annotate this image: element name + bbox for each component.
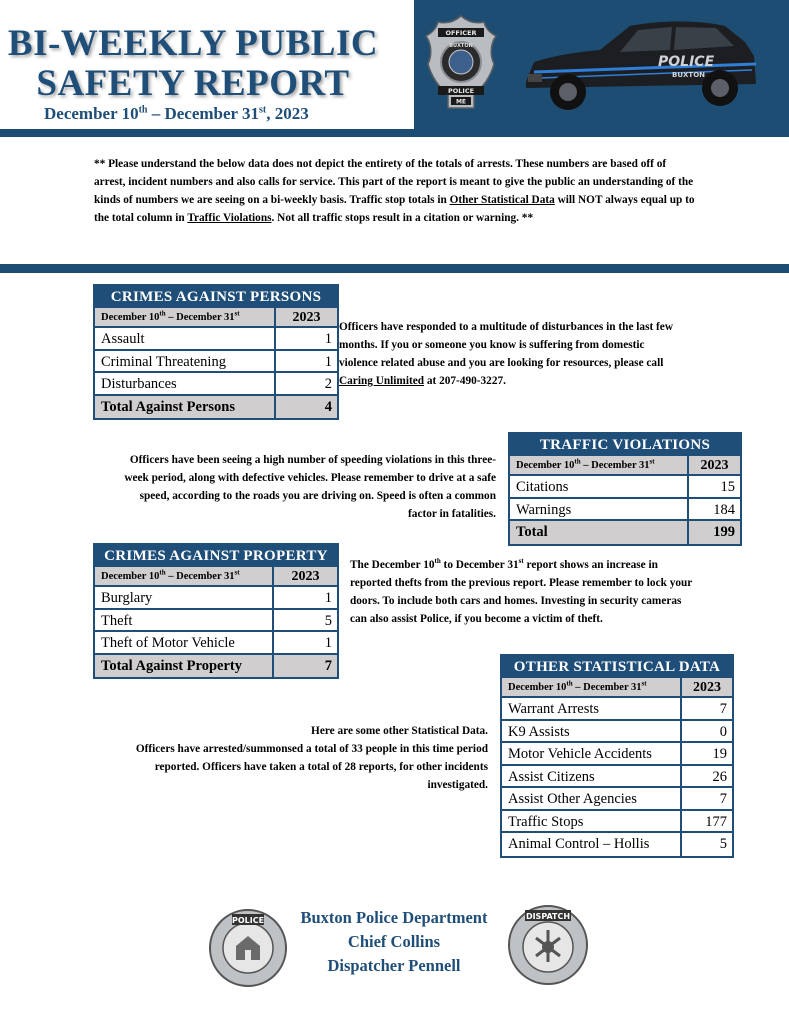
row-label: Theft	[95, 610, 274, 631]
table-row	[95, 373, 337, 396]
table-row	[95, 587, 337, 610]
row-label: Assault	[95, 328, 276, 349]
date-range-cell: December 10th – December 31st	[95, 308, 276, 326]
total-label: Total Against Persons	[95, 396, 276, 419]
row-value: 5	[719, 836, 727, 852]
year-cell: 2023	[291, 569, 320, 584]
svg-text:POLICE: POLICE	[447, 87, 475, 95]
table-subheader	[95, 567, 337, 587]
caring-unlimited-ref: Caring Unlimited	[339, 375, 425, 387]
table-row	[95, 632, 337, 655]
svg-text:DISPATCH: DISPATCH	[525, 912, 571, 921]
table-row	[502, 811, 732, 834]
row-value: 1	[324, 590, 332, 606]
other-statistical-data-table	[500, 654, 734, 858]
table-row	[95, 351, 337, 374]
row-label: Citations	[510, 476, 689, 497]
svg-text:POLICE: POLICE	[231, 916, 265, 925]
total-label: Total Against Property	[95, 655, 274, 678]
row-label: Motor Vehicle Accidents	[502, 743, 682, 764]
year-cell: 2023	[693, 680, 721, 695]
department-name: Buxton Police Department	[300, 908, 488, 927]
table-title: CRIMES AGAINST PERSONS	[95, 286, 337, 308]
row-label: Disturbances	[95, 373, 276, 394]
footer-signature	[276, 906, 512, 978]
table-row	[502, 721, 732, 744]
row-value: 5	[324, 612, 332, 629]
row-label: K9 Assists	[502, 721, 682, 742]
row-value: 1	[324, 353, 332, 370]
svg-text:OFFICER: OFFICER	[445, 29, 477, 37]
table-row	[502, 788, 732, 811]
traffic-violations-table	[508, 432, 742, 546]
table-row	[95, 328, 337, 351]
other-data-paragraph: Here are some other Statistical Data. Officers have arrested/summonsed a total of 33 people in this time period reported. Officers have taken a total of 28 reports, for other incidents investigated.	[135, 725, 488, 791]
row-value: 7	[719, 701, 727, 717]
row-value: 15	[720, 479, 735, 495]
chief-name: Chief Collins	[347, 932, 441, 951]
disclaimer-notice: ** Please understand the below data does not depict the entirety of the totals of arrests. These numbers are based off of arrest, incident numbers and also calls for service. This part of the report is meant to give the public an understanding of the kinds of numbers we are seeing on a bi-weekly basis. Traffic stop totals in Other Statistical Data will NOT always equal up to the total column in Traffic Violations. Not all traffic stops result in a citation or warning. **	[94, 158, 695, 224]
dispatcher-name: Dispatcher Pennell	[327, 956, 461, 975]
table-row	[95, 610, 337, 633]
report-title-line2: SAFETY REPORT	[36, 63, 350, 104]
table-row	[510, 476, 740, 499]
total-value: 7	[324, 657, 332, 674]
table-total-row	[95, 396, 337, 419]
table-title: OTHER STATISTICAL DATA	[502, 656, 732, 678]
row-label: Animal Control – Hollis	[502, 833, 682, 856]
table-row	[502, 833, 732, 856]
police-badge-icon	[424, 14, 498, 114]
date-range-cell: December 10th – December 31st	[502, 678, 682, 696]
persons-paragraph: Officers have responded to a multitude of disturbances in the last few months. If you or someone you know is suffering from domestic violence related abuse and you are looking for resources, please call Caring Unlimited at 207-490-3227.	[339, 321, 673, 387]
svg-text:BUXTON: BUXTON	[449, 43, 473, 49]
table-title: TRAFFIC VIOLATIONS	[510, 434, 740, 456]
row-value: 0	[719, 723, 727, 740]
police-car-image	[520, 12, 760, 122]
row-value: 26	[712, 768, 727, 785]
report-date-range: December 10th – December 31st, 2023	[44, 104, 309, 123]
date-range-cell: December 10th – December 31st	[510, 456, 689, 474]
svg-text:ME: ME	[455, 98, 467, 106]
row-label: Traffic Stops	[502, 811, 682, 832]
table-total-row	[510, 521, 740, 544]
row-label: Warrant Arrests	[502, 698, 682, 719]
report-title-line1: BI-WEEKLY PUBLIC	[7, 23, 379, 64]
row-label: Theft of Motor Vehicle	[95, 632, 274, 653]
row-label: Assist Citizens	[502, 766, 682, 787]
row-label: Warnings	[510, 499, 689, 520]
svg-text:POLICE: POLICE	[658, 54, 715, 70]
row-label: Criminal Threatening	[95, 351, 276, 372]
traffic-paragraph: Officers have been seeing a high number of speeding violations in this three-week period, along with defective vehicles. Please remember to drive at a safe speed, according to the roads you are driving on. Speed is often a common factor in fatalities.	[124, 454, 496, 520]
table-title: CRIMES AGAINST PROPERTY	[95, 545, 337, 567]
total-value: 199	[713, 524, 735, 540]
crimes-against-persons-table	[93, 284, 339, 420]
traffic-violations-ref: Traffic Violations	[187, 212, 272, 224]
table-row	[502, 743, 732, 766]
row-value: 1	[324, 635, 332, 651]
row-label: Burglary	[95, 587, 274, 608]
table-row	[510, 499, 740, 522]
row-value: 7	[719, 791, 727, 807]
date-range-cell: December 10th – December 31st	[95, 567, 274, 585]
table-row	[502, 698, 732, 721]
table-total-row	[95, 655, 337, 678]
crimes-against-property-table	[93, 543, 339, 679]
table-subheader	[502, 678, 732, 698]
section-divider	[0, 264, 789, 273]
property-paragraph: The December 10th to December 31st report shows an increase in reported thefts from the previous report. Please remember to lock your doors. To include both cars and homes. Investing in security cameras can also assist Police, if you become a victim of theft.	[350, 557, 693, 625]
row-value: 2	[324, 376, 332, 392]
table-row	[502, 766, 732, 789]
row-value: 1	[324, 331, 332, 347]
year-cell: 2023	[292, 310, 321, 325]
row-label: Assist Other Agencies	[502, 788, 682, 809]
row-value: 177	[705, 813, 727, 830]
total-label: Total	[510, 521, 689, 544]
dispatch-seal-icon	[507, 904, 589, 986]
title-panel	[0, 0, 414, 129]
row-value: 19	[712, 746, 727, 762]
table-subheader	[95, 308, 337, 328]
year-cell: 2023	[700, 458, 729, 473]
total-value: 4	[324, 398, 332, 415]
table-subheader	[510, 456, 740, 476]
row-value: 184	[713, 501, 735, 518]
svg-text:BUXTON: BUXTON	[672, 71, 706, 79]
other-statistical-data-ref: Other Statistical Data	[449, 194, 555, 206]
